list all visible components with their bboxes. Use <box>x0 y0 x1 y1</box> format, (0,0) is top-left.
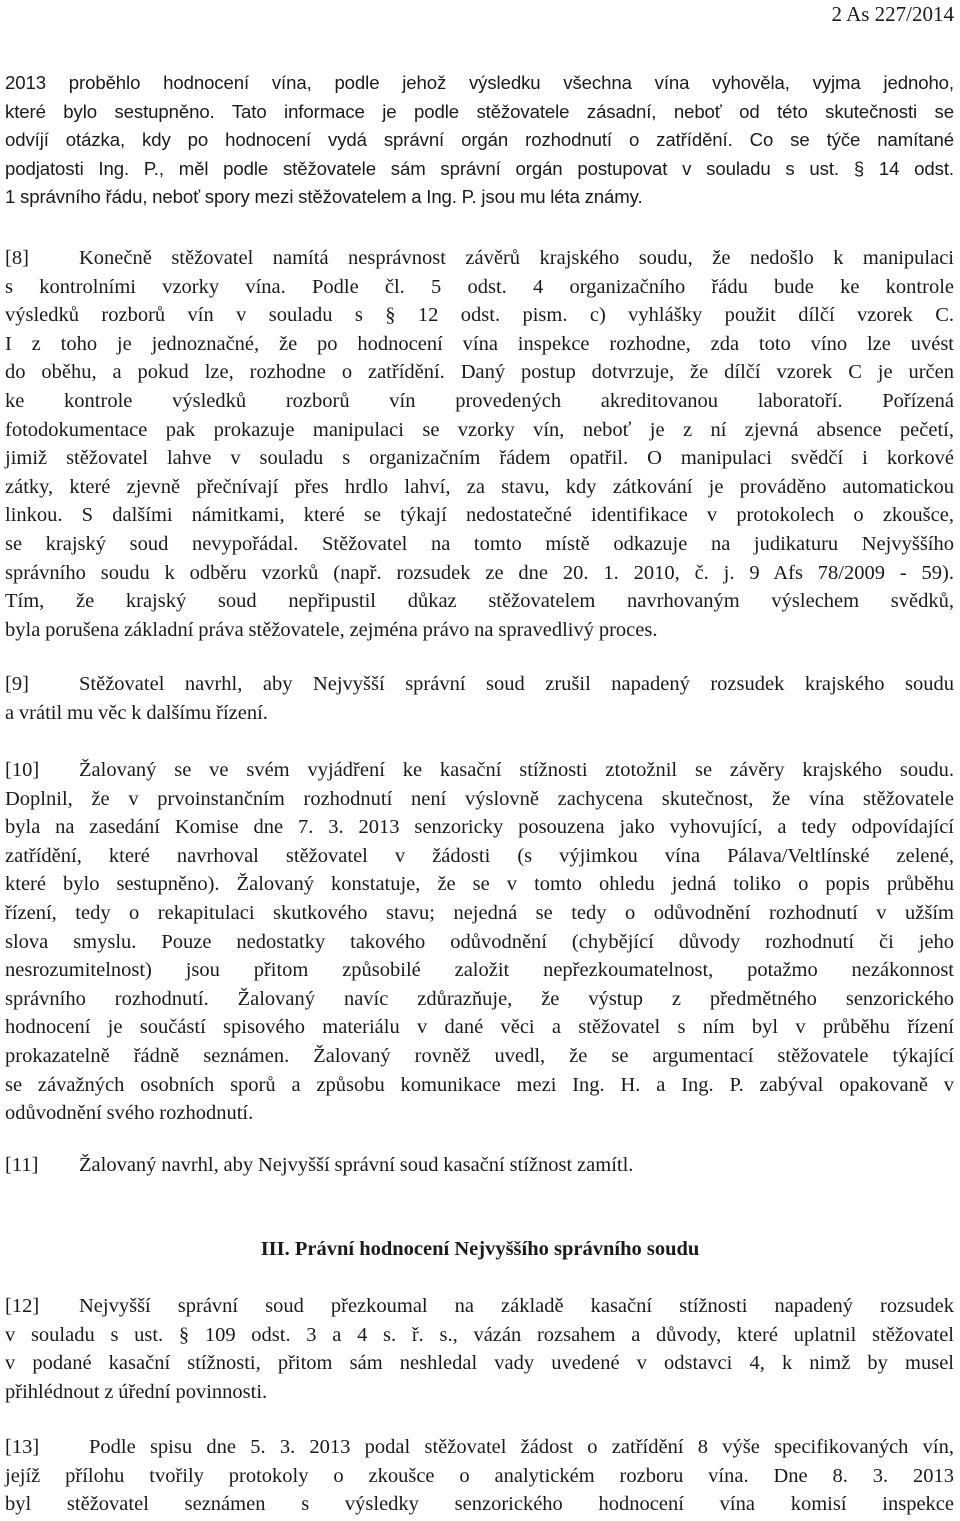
text-line <box>5 756 954 785</box>
text-line: které bylo sestupněno). Žalovaný konstatuje, že se v tomto ohledu jedná toliko o popis průběhu <box>5 873 954 896</box>
text-line: zátky, které zjevně přečnívají přes hrdlo lahví, za stavu, kdy zátkování je prováděno automatickou <box>5 475 954 498</box>
text-line <box>5 1292 954 1321</box>
text-line: které bylo sestupněno. Tato informace je podle stěžovatele zásadní, neboť od této skutečnosti se <box>5 100 954 122</box>
text-line-content: Žalovaný se ve svém vyjádření ke kasační stížnosti ztotožnil se závěry krajského soudu. <box>79 759 954 781</box>
paragraph-9 <box>5 670 954 727</box>
text-line: Tím, že krajský soud nepřipustil důkaz stěžovatelem navrhovaným výslechem svědků, <box>5 590 954 613</box>
text-line: správního rozhodnutí. Žalovaný navíc zdůrazňuje, že výstup z předmětného senzorického <box>5 987 954 1010</box>
text-line: zatřídění, které navrhoval stěžovatel v žádosti (s výjimkou vína Pálava/Veltlínské zelené, <box>5 844 954 867</box>
section-heading: III. Právní hodnocení Nejvyššího správního soudu <box>260 1238 700 1260</box>
text-line: řízení, tedy o rekapitulaci skutkového stavu; nejedná se tedy o odůvodnění rozhodnutí v užším <box>5 901 954 924</box>
text-line-content: Podle spisu dne 5. 3. 2013 podal stěžovatel žádost o zatřídění 8 výše specifikovaných vín, <box>89 1436 954 1458</box>
text-line-content: Žalovaný navrhl, aby Nejvyšší správní soud kasační stížnost zamítl. <box>79 1154 634 1176</box>
text-line: do oběhu, a pokud lze, rozhodne o zatřídění. Daný postup dotvrzuje, že dílčí vzorek C je určen <box>5 361 954 384</box>
text-line: jimiž stěžovatel lahve v souladu s organizačním řádem opatřil. O manipulaci svědčí i korkové <box>5 447 954 470</box>
text-line: fotodokumentace pak prokazuje manipulaci se vzorky vín, neboť je z ní zjevná absence pečetí, <box>5 418 954 441</box>
text-line: prokazatelně řádně seznámen. Žalovaný rovněž uvedl, že se argumentací stěžovatele týkající <box>5 1044 954 1067</box>
text-line: byla porušena základní práva stěžovatele, zejména právo na spravedlivý proces. <box>5 618 658 641</box>
text-line: odvíjí otázka, kdy po hodnocení vydá správní orgán rozhodnutí o zatřídění. Co se týče namítané <box>5 129 954 151</box>
text-line: správního soudu k odběru vzorků (např. rozsudek ze dne 20. 1. 2010, č. j. 9 Afs 78/2009 - 59). <box>5 561 954 584</box>
paragraph-number: [9] <box>5 673 29 695</box>
text-line: odůvodnění svého rozhodnutí. <box>5 1102 254 1125</box>
paragraph-12 <box>5 1292 954 1406</box>
paragraph-number: [12] <box>5 1295 40 1317</box>
text-line: se závažných osobních sporů a způsobu komunikace mezi Ing. H. a Ing. P. zabýval opakovaně v <box>5 1073 954 1096</box>
text-line <box>5 1151 954 1180</box>
text-line: přihlédnout z úřední povinnosti. <box>5 1380 268 1403</box>
text-line: v podané kasační stížnosti, přitom sám neshledal vady uvedené v odstavci 4, k nimž by musel <box>5 1352 954 1375</box>
paragraph-11 <box>5 1151 954 1180</box>
intro-paragraph <box>5 69 954 212</box>
text-line: slova smyslu. Pouze nedostatky takového odůvodnění (chybějící důvody rozhodnutí či jeho <box>5 930 954 953</box>
text-line: 1 správního řádu, neboť spory mezi stěžovatelem a Ing. P. jsou mu léta známy. <box>5 186 643 208</box>
text-line <box>5 670 954 699</box>
paragraph-number: [8] <box>5 247 29 269</box>
text-line: se krajský soud nevypořádal. Stěžovatel na tomto místě odkazuje na judikaturu Nejvyššího <box>5 532 954 555</box>
text-line: podjatosti Ing. P., měl podle stěžovatele sám správní orgán postupovat v souladu s ust. § 14 odst. <box>5 157 954 179</box>
paragraph-number: [10] <box>5 759 40 781</box>
text-line: 2013 proběhlo hodnocení vína, podle jehož výsledku všechna vína vyhověla, vyjma jednoho, <box>5 72 954 93</box>
case-number-header: 2 As 227/2014 <box>831 2 954 26</box>
text-line: ke kontrole výsledků rozborů vín provedených akreditovanou laboratoří. Pořízená <box>5 389 954 412</box>
text-line: výsledků rozborů vín v souladu s § 12 odst. pism. c) vyhlášky použit dílčí vzorek C. <box>5 304 954 327</box>
text-line-content: Stěžovatel navrhl, aby Nejvyšší správní soud zrušil napadený rozsudek krajského soudu <box>79 673 954 695</box>
text-line: I z toho je jednoznačné, že po hodnocení vína inspekce rozhodne, zda toto víno lze uvést <box>5 332 954 355</box>
text-line: hodnocení je součástí spisového materiálu v dané věci a stěžovatel s ním byl v průběhu řízení <box>5 1016 954 1039</box>
text-line: byl stěžovatel seznámen s výsledky senzorického hodnocení vína komisí inspekce <box>5 1493 954 1516</box>
text-line-content: Konečně stěžovatel namítá nesprávnost závěrů krajského soudu, že nedošlo k manipulaci <box>79 247 954 269</box>
text-line-content: Nejvyšší správní soud přezkoumal na základě kasační stížnosti napadený rozsudek <box>79 1295 954 1317</box>
paragraph-number: [11] <box>5 1154 39 1176</box>
text-line: nesrozumitelnost) jsou přitom způsobilé založit nepřezkoumatelnost, potažmo nezákonnost <box>5 959 954 982</box>
text-line <box>5 244 954 273</box>
text-line: byla na zasedání Komise dne 7. 3. 2013 senzoricky posouzena jako vyhovující, a tedy odpovídající <box>5 816 954 839</box>
text-line: v souladu s ust. § 109 odst. 3 a 4 s. ř. s., vázán rozsahem a důvody, které uplatnil stěžovatel <box>5 1323 954 1346</box>
text-line <box>5 1433 954 1462</box>
paragraph-13 <box>5 1433 954 1519</box>
text-line: jejíž přílohu tvořily protokoly o zkoušce o analytickém rozboru vína. Dne 8. 3. 2013 <box>5 1464 954 1487</box>
text-line: Doplnil, že v prvoinstančním rozhodnutí není výslovně zachycena skutečnost, že vína stěžovatele <box>5 787 954 810</box>
text-line: linkou. S dalšími námitkami, které se týkají nedostatečné identifikace v protokolech o zkoušce, <box>5 504 954 527</box>
paragraph-8 <box>5 244 954 644</box>
text-line: s kontrolními vzorky vína. Podle čl. 5 odst. 4 organizačního řádu bude ke kontrole <box>5 275 954 298</box>
paragraph-10 <box>5 756 954 1128</box>
paragraph-number: [13] <box>5 1436 40 1458</box>
text-line: a vrátil mu věc k dalšímu řízení. <box>5 701 268 724</box>
